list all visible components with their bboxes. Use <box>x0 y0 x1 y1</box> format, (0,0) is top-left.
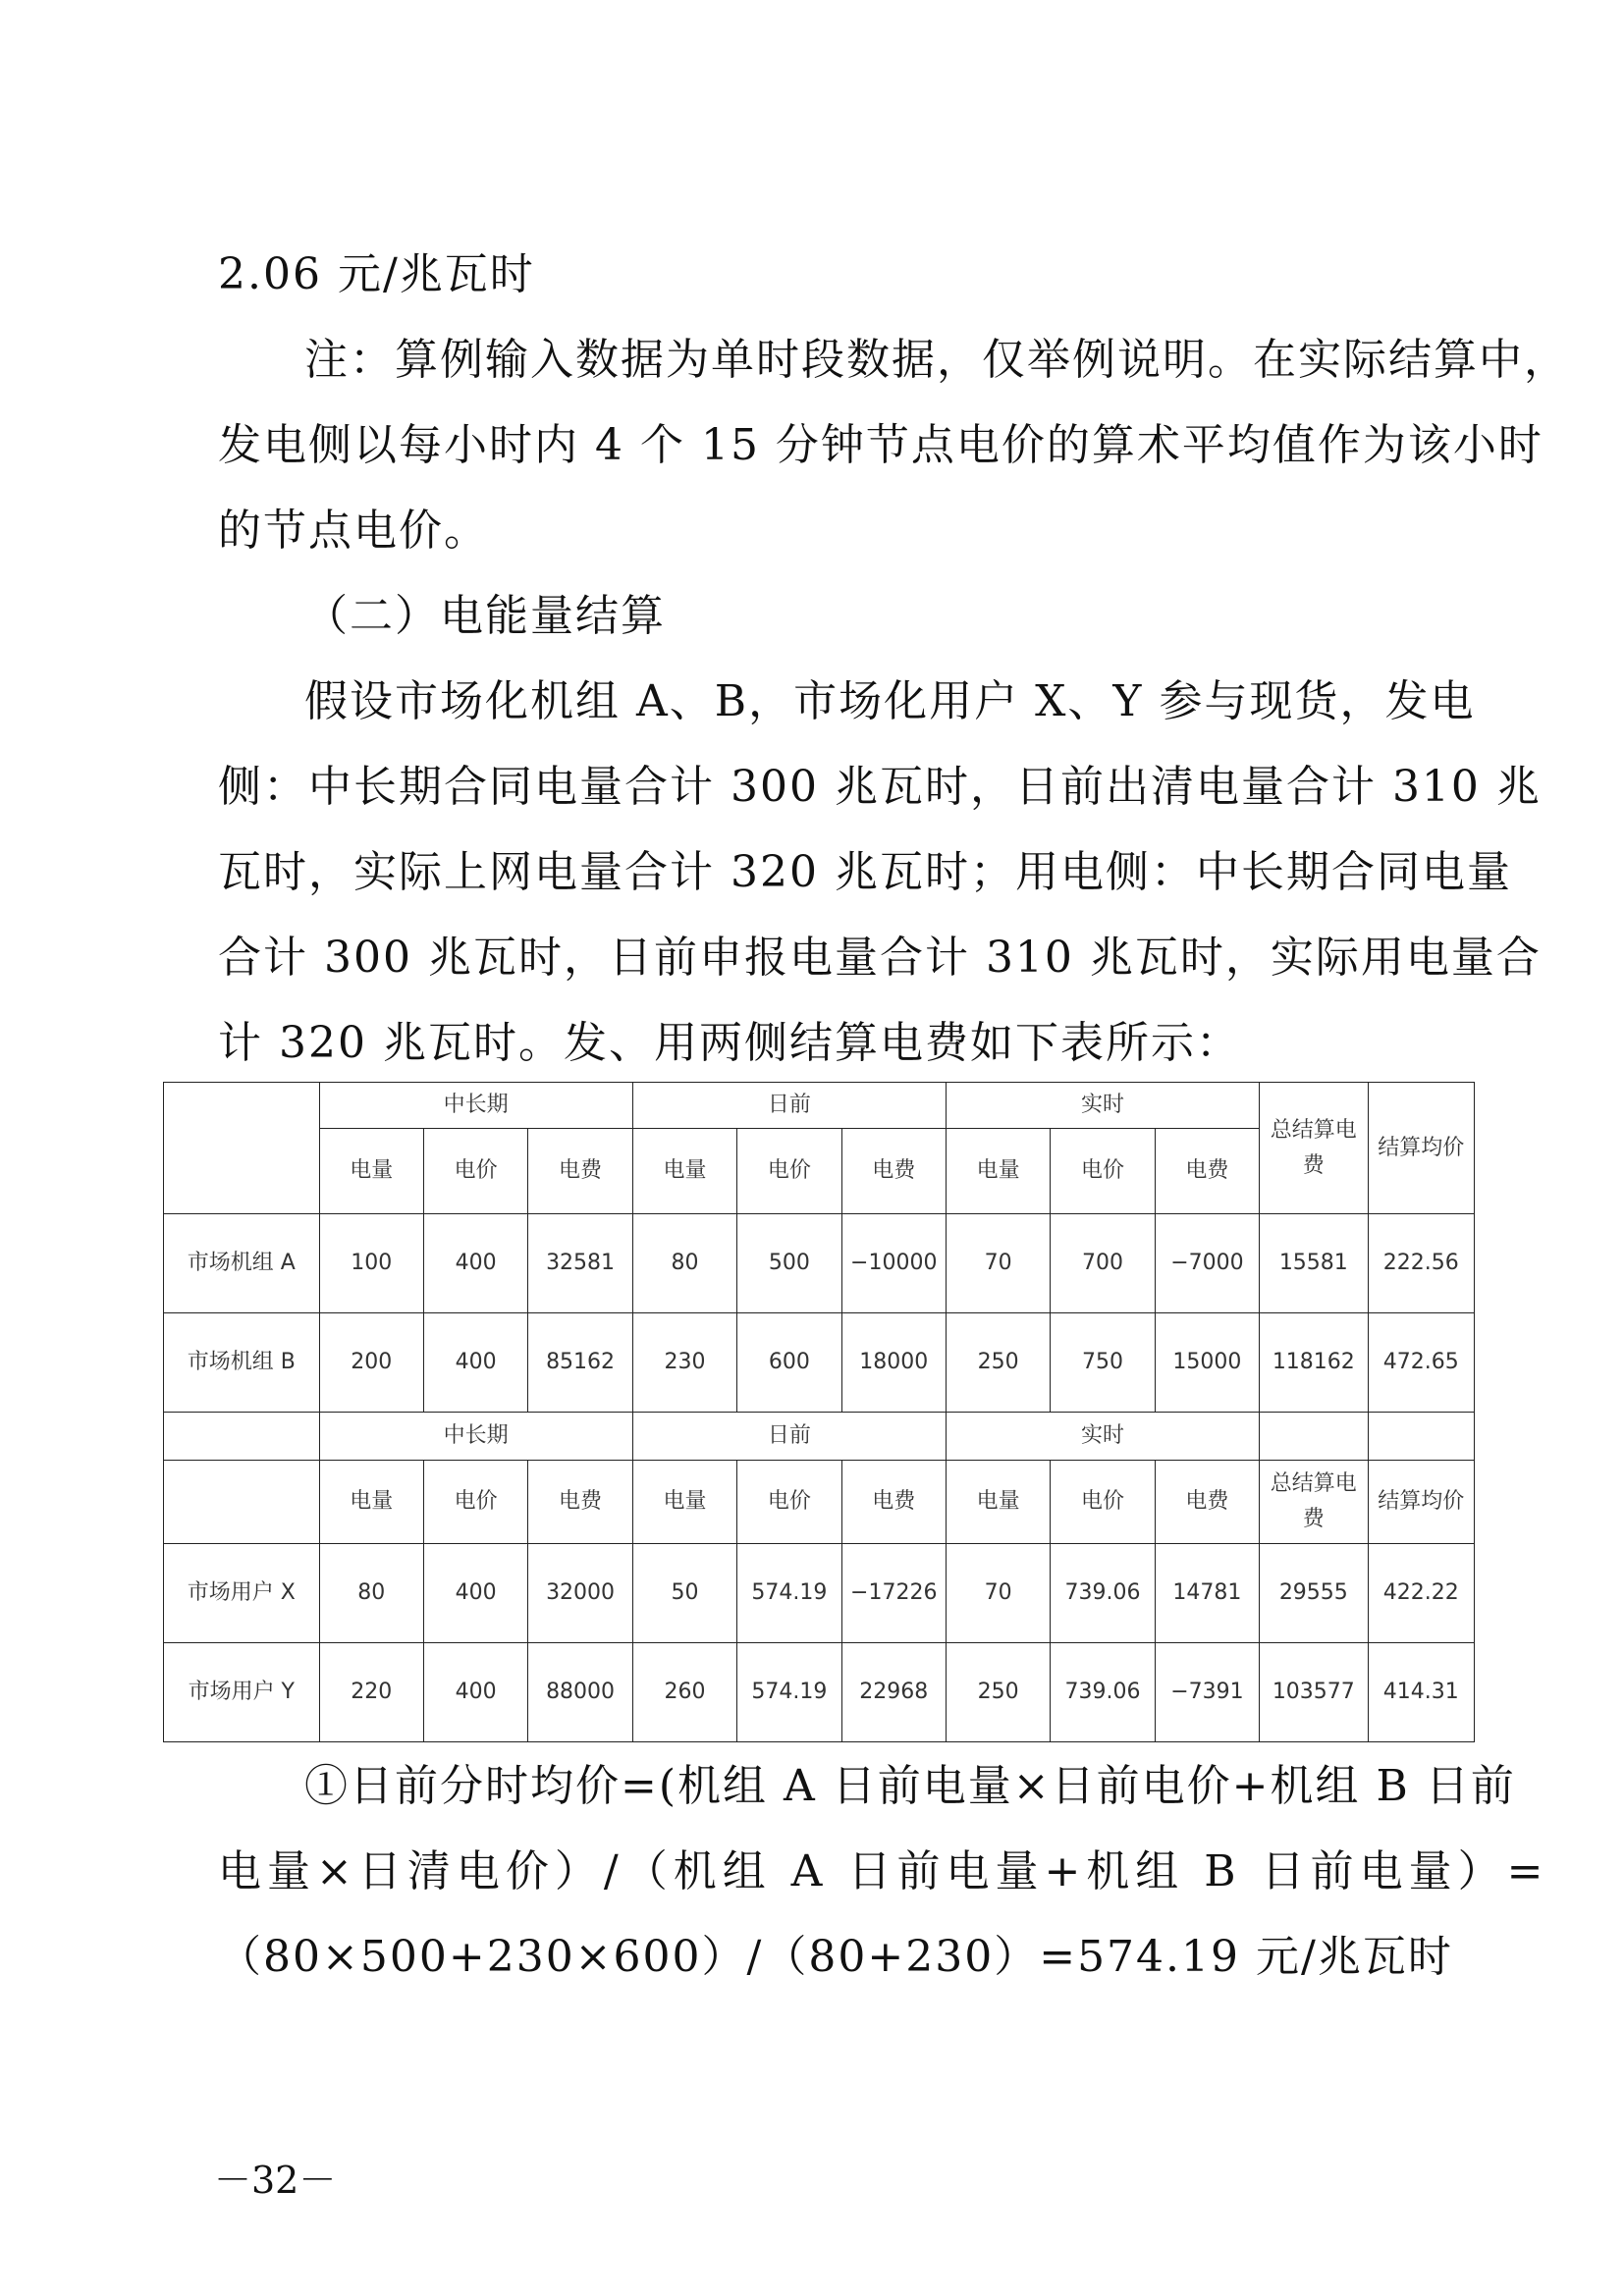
table-cell: 18000 <box>841 1313 946 1413</box>
corner-cell <box>164 1413 320 1461</box>
paragraph-line: 假设市场化机组 A、B，市场化用户 X、Y 参与现货，发电 <box>304 676 1476 726</box>
table-cell: 80 <box>319 1544 423 1643</box>
table-cell: 400 <box>423 1214 527 1313</box>
table-cell: 50 <box>632 1544 736 1643</box>
sub-header: 电费 <box>841 1461 946 1544</box>
empty-cell <box>1368 1413 1474 1461</box>
table-row <box>164 1214 1475 1313</box>
table-cell: 700 <box>1051 1214 1155 1313</box>
sub-header: 电价 <box>1051 1461 1155 1544</box>
paragraph-line: 计 320 兆瓦时。发、用两侧结算电费如下表所示： <box>218 1018 1241 1068</box>
table-cell: 472.65 <box>1368 1313 1474 1413</box>
corner-cell <box>164 1461 320 1544</box>
group-header: 实时 <box>946 1083 1259 1129</box>
table-cell: 230 <box>632 1313 736 1413</box>
table-cell: 500 <box>737 1214 841 1313</box>
table-header-row <box>164 1083 1475 1129</box>
table-cell: 22968 <box>841 1643 946 1742</box>
table-cell: 739.06 <box>1051 1544 1155 1643</box>
table-row <box>164 1643 1475 1742</box>
paragraph-line: 电量×日清电价）/（机组 A 日前电量+机组 B 日前电量）= <box>218 1846 1549 1896</box>
table-cell: −7391 <box>1155 1643 1259 1742</box>
table-cell: 32581 <box>528 1214 632 1313</box>
table-cell: −10000 <box>841 1214 946 1313</box>
sub-header: 电费 <box>528 1129 632 1214</box>
group-header: 实时 <box>946 1413 1259 1461</box>
table-cell: 400 <box>423 1643 527 1742</box>
paragraph-line: 发电侧以每小时内 4 个 15 分钟节点电价的算术平均值作为该小时 <box>218 420 1543 470</box>
sub-header: 电价 <box>737 1129 841 1214</box>
table-cell: 574.19 <box>737 1544 841 1643</box>
table-cell: 103577 <box>1260 1643 1368 1742</box>
sub-header: 电价 <box>1051 1129 1155 1214</box>
sub-header: 电费 <box>1155 1129 1259 1214</box>
sub-header: 电量 <box>319 1461 423 1544</box>
table-cell: 100 <box>319 1214 423 1313</box>
avg-price-header: 结算均价 <box>1368 1083 1474 1214</box>
sub-header: 电费 <box>528 1461 632 1544</box>
sub-header: 电量 <box>632 1461 736 1544</box>
table-cell: 222.56 <box>1368 1214 1474 1313</box>
empty-cell <box>1260 1413 1368 1461</box>
table-cell: 739.06 <box>1051 1643 1155 1742</box>
sub-header: 电量 <box>319 1129 423 1214</box>
table-row <box>164 1544 1475 1643</box>
row-label: 市场用户 Y <box>164 1643 320 1742</box>
total-fee-header: 总结算电费 <box>1260 1461 1368 1544</box>
section-heading: （二）电能量结算 <box>304 591 666 641</box>
avg-price-header: 结算均价 <box>1368 1461 1474 1544</box>
row-label: 市场机组 B <box>164 1313 320 1413</box>
table-cell: 260 <box>632 1643 736 1742</box>
table-cell: 250 <box>946 1313 1050 1413</box>
sub-header: 电费 <box>1155 1461 1259 1544</box>
sub-header: 电费 <box>841 1129 946 1214</box>
sub-header: 电价 <box>423 1461 527 1544</box>
total-fee-header: 总结算电费 <box>1260 1083 1368 1214</box>
table-cell: 15000 <box>1155 1313 1259 1413</box>
paragraph-line: ①日前分时均价=(机组 A 日前电量×日前电价+机组 B 日前 <box>304 1761 1516 1811</box>
table-subheader-row <box>164 1461 1475 1544</box>
table-cell: 250 <box>946 1643 1050 1742</box>
table-cell: 200 <box>319 1313 423 1413</box>
paragraph-line: 侧：中长期合同电量合计 300 兆瓦时，日前出清电量合计 310 兆 <box>218 762 1542 812</box>
page-number: －32－ <box>214 2159 337 2202</box>
table-cell: 400 <box>423 1313 527 1413</box>
table-cell: 70 <box>946 1214 1050 1313</box>
table-cell: 88000 <box>528 1643 632 1742</box>
table-row <box>164 1313 1475 1413</box>
corner-cell <box>164 1083 320 1214</box>
sub-header: 电价 <box>423 1129 527 1214</box>
table-cell: 600 <box>737 1313 841 1413</box>
table-cell: −17226 <box>841 1544 946 1643</box>
group-header: 日前 <box>632 1083 946 1129</box>
sub-header: 电价 <box>737 1461 841 1544</box>
settlement-table <box>163 1082 1475 1742</box>
table-cell: 70 <box>946 1544 1050 1643</box>
sub-header: 电量 <box>632 1129 736 1214</box>
table-cell: 29555 <box>1260 1544 1368 1643</box>
paragraph-line: 的节点电价。 <box>218 506 489 556</box>
row-label: 市场机组 A <box>164 1214 320 1313</box>
table-cell: 32000 <box>528 1544 632 1643</box>
sub-header: 电量 <box>946 1129 1050 1214</box>
paragraph-line: （80×500+230×600）/（80+230）=574.19 元/兆瓦时 <box>218 1932 1453 1982</box>
table-cell: 422.22 <box>1368 1544 1474 1643</box>
paragraph-line: 合计 300 兆瓦时，日前申报电量合计 310 兆瓦时，实际用电量合 <box>218 933 1542 983</box>
table-cell: 14781 <box>1155 1544 1259 1643</box>
table-cell: 15581 <box>1260 1214 1368 1313</box>
paragraph-line: 瓦时，实际上网电量合计 320 兆瓦时；用电侧：中长期合同电量 <box>218 847 1512 897</box>
table-cell: 400 <box>423 1544 527 1643</box>
group-header: 日前 <box>632 1413 946 1461</box>
table-cell: 80 <box>632 1214 736 1313</box>
group-header: 中长期 <box>319 1413 632 1461</box>
table-cell: −7000 <box>1155 1214 1259 1313</box>
row-label: 市场用户 X <box>164 1544 320 1643</box>
table-header-row <box>164 1413 1475 1461</box>
table-cell: 220 <box>319 1643 423 1742</box>
table-cell: 85162 <box>528 1313 632 1413</box>
table-cell: 118162 <box>1260 1313 1368 1413</box>
group-header: 中长期 <box>319 1083 632 1129</box>
table-cell: 414.31 <box>1368 1643 1474 1742</box>
table-cell: 574.19 <box>737 1643 841 1742</box>
sub-header: 电量 <box>946 1461 1050 1544</box>
paragraph-line: 注：算例输入数据为单时段数据，仅举例说明。在实际结算中， <box>304 335 1569 385</box>
paragraph-line: 2.06 元/兆瓦时 <box>218 249 535 299</box>
table-cell: 750 <box>1051 1313 1155 1413</box>
